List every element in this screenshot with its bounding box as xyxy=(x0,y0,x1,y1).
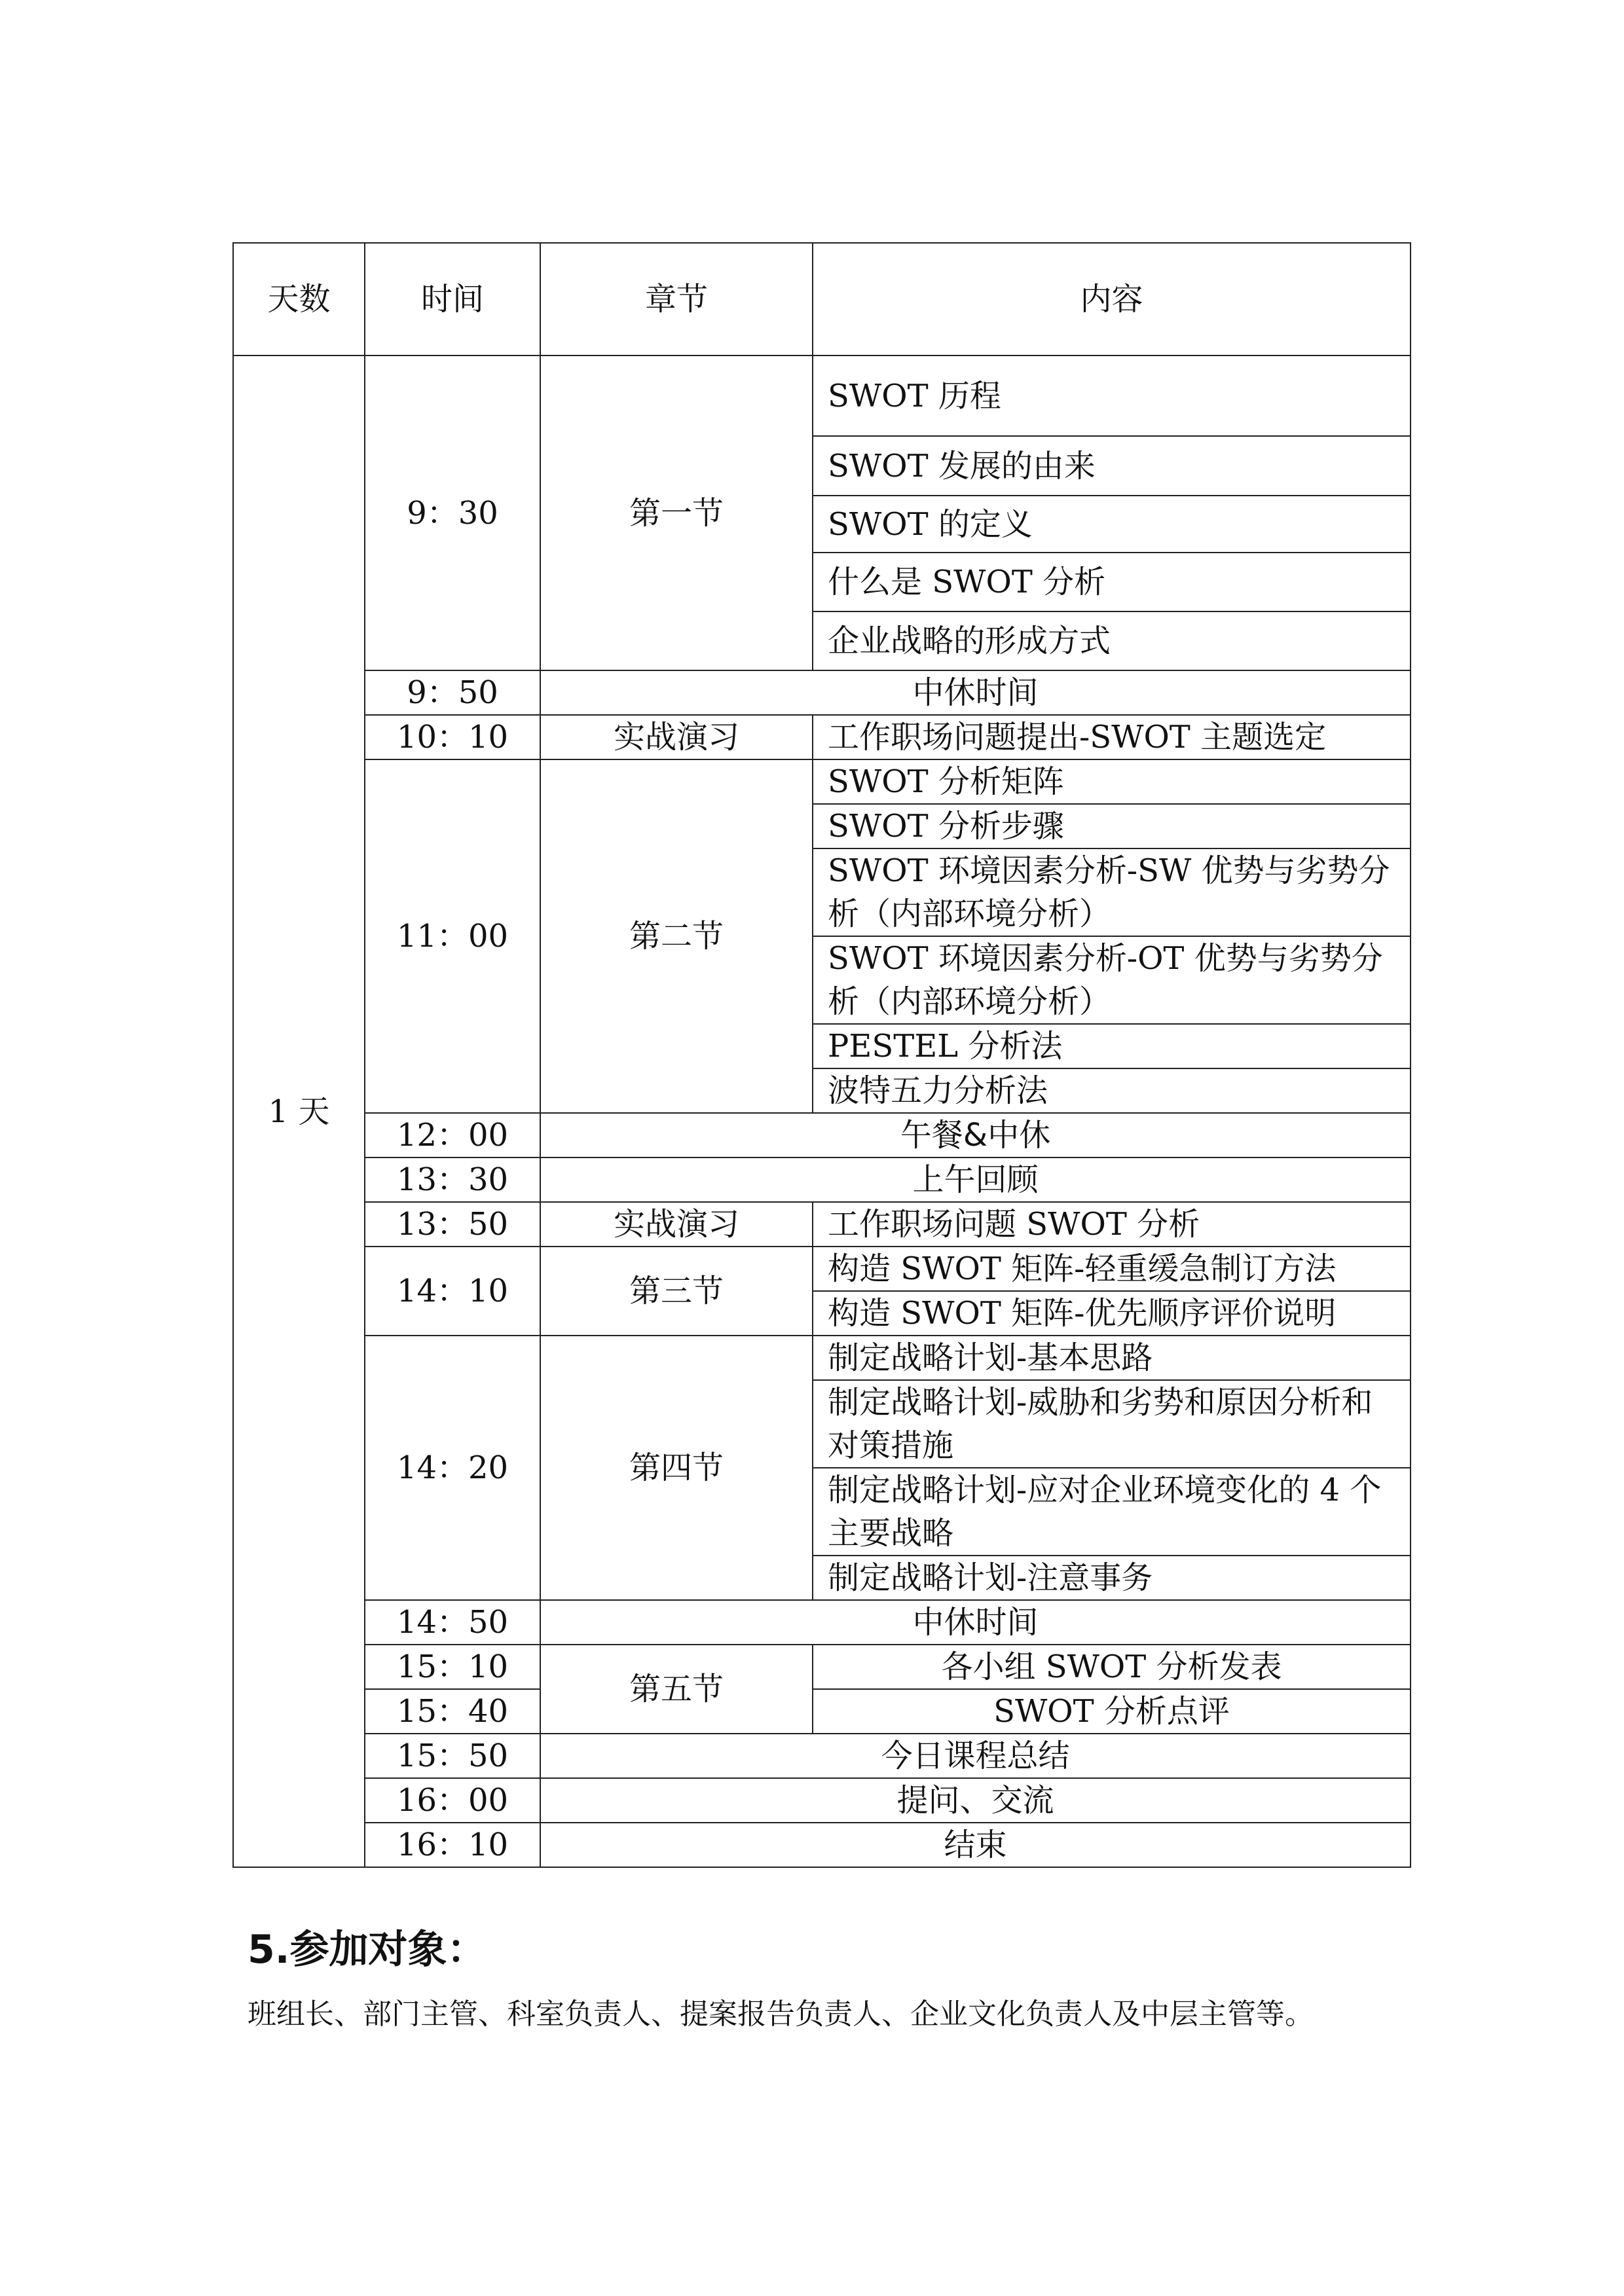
merged-content-cell: 中休时间 xyxy=(540,1600,1411,1645)
table-row xyxy=(233,1336,1411,1380)
time-cell: 15：10 xyxy=(365,1645,540,1689)
table-row xyxy=(233,715,1411,759)
chapter-cell: 第五节 xyxy=(540,1645,813,1734)
chapter-cell: 第二节 xyxy=(540,759,813,1113)
content-cell: 制定战略计划-注意事务 xyxy=(813,1556,1411,1600)
time-cell: 16：00 xyxy=(365,1778,540,1823)
content-cell: 各小组 SWOT 分析发表 xyxy=(813,1645,1411,1689)
merged-content-cell: 结束 xyxy=(540,1823,1411,1867)
content-cell: 构造 SWOT 矩阵-优先顺序评价说明 xyxy=(813,1291,1411,1336)
time-cell: 14：20 xyxy=(365,1336,540,1600)
content-cell: 构造 SWOT 矩阵-轻重缓急制订方法 xyxy=(813,1247,1411,1291)
content-cell: 工作职场问题 SWOT 分析 xyxy=(813,1202,1411,1247)
content-cell: 波特五力分析法 xyxy=(813,1068,1411,1113)
merged-content-cell: 提问、交流 xyxy=(540,1778,1411,1823)
time-cell: 9：50 xyxy=(365,670,540,715)
table-row xyxy=(233,1778,1411,1823)
day-cell: 1 天 xyxy=(233,355,365,1867)
chapter-cell: 第一节 xyxy=(540,355,813,670)
header-time: 时间 xyxy=(365,243,540,355)
table-row xyxy=(233,1645,1411,1689)
table-row xyxy=(233,1113,1411,1157)
content-cell: SWOT 环境因素分析-OT 优势与劣势分析（内部环境分析） xyxy=(813,936,1411,1024)
header-chapter: 章节 xyxy=(540,243,813,355)
time-cell: 14：50 xyxy=(365,1600,540,1645)
content-cell: 什么是 SWOT 分析 xyxy=(813,553,1411,611)
content-cell: 制定战略计划-应对企业环境变化的 4 个主要战略 xyxy=(813,1468,1411,1556)
content-cell: SWOT 历程 xyxy=(813,355,1411,436)
chapter-cell: 第四节 xyxy=(540,1336,813,1600)
table-row xyxy=(233,1689,1411,1734)
table-row xyxy=(233,670,1411,715)
time-cell: 12：00 xyxy=(365,1113,540,1157)
content-cell: SWOT 分析点评 xyxy=(813,1689,1411,1734)
content-cell: 制定战略计划-威胁和劣势和原因分析和对策措施 xyxy=(813,1380,1411,1468)
time-cell: 13：30 xyxy=(365,1157,540,1202)
table-row xyxy=(233,1247,1411,1291)
table-row xyxy=(233,1157,1411,1202)
participants-text: 班组长、部门主管、科室负责人、提案报告负责人、企业文化负责人及中层主管等。 xyxy=(248,1997,1314,2031)
schedule-table xyxy=(232,242,1411,1868)
merged-content-cell: 中休时间 xyxy=(540,670,1411,715)
content-cell: 工作职场问题提出-SWOT 主题选定 xyxy=(813,715,1411,759)
merged-content-cell: 上午回顾 xyxy=(540,1157,1411,1202)
time-cell: 14：10 xyxy=(365,1247,540,1336)
header-content: 内容 xyxy=(813,243,1411,355)
chapter-cell: 实战演习 xyxy=(540,1202,813,1247)
header-day: 天数 xyxy=(233,243,365,355)
table-row xyxy=(233,1202,1411,1247)
table-row xyxy=(233,1734,1411,1778)
time-cell: 10：10 xyxy=(365,715,540,759)
content-cell: PESTEL 分析法 xyxy=(813,1024,1411,1068)
merged-content-cell: 今日课程总结 xyxy=(540,1734,1411,1778)
time-cell: 11：00 xyxy=(365,759,540,1113)
time-cell: 13：50 xyxy=(365,1202,540,1247)
merged-content-cell: 午餐&中休 xyxy=(540,1113,1411,1157)
chapter-cell: 第三节 xyxy=(540,1247,813,1336)
content-cell: SWOT 环境因素分析-SW 优势与劣势分析（内部环境分析） xyxy=(813,848,1411,936)
table-row xyxy=(233,355,1411,436)
table-row xyxy=(233,759,1411,804)
table-row xyxy=(233,1600,1411,1645)
content-cell: 企业战略的形成方式 xyxy=(813,611,1411,670)
time-cell: 15：40 xyxy=(365,1689,540,1734)
content-cell: SWOT 分析步骤 xyxy=(813,804,1411,848)
time-cell: 9：30 xyxy=(365,355,540,670)
time-cell: 15：50 xyxy=(365,1734,540,1778)
content-cell: SWOT 分析矩阵 xyxy=(813,759,1411,804)
section-heading: 5.参加对象： xyxy=(248,1927,487,1973)
time-cell: 16：10 xyxy=(365,1823,540,1867)
content-cell: SWOT 的定义 xyxy=(813,496,1411,553)
chapter-cell: 实战演习 xyxy=(540,715,813,759)
content-cell: 制定战略计划-基本思路 xyxy=(813,1336,1411,1380)
header-row xyxy=(233,243,1411,355)
content-cell: SWOT 发展的由来 xyxy=(813,436,1411,496)
table-row xyxy=(233,1823,1411,1867)
